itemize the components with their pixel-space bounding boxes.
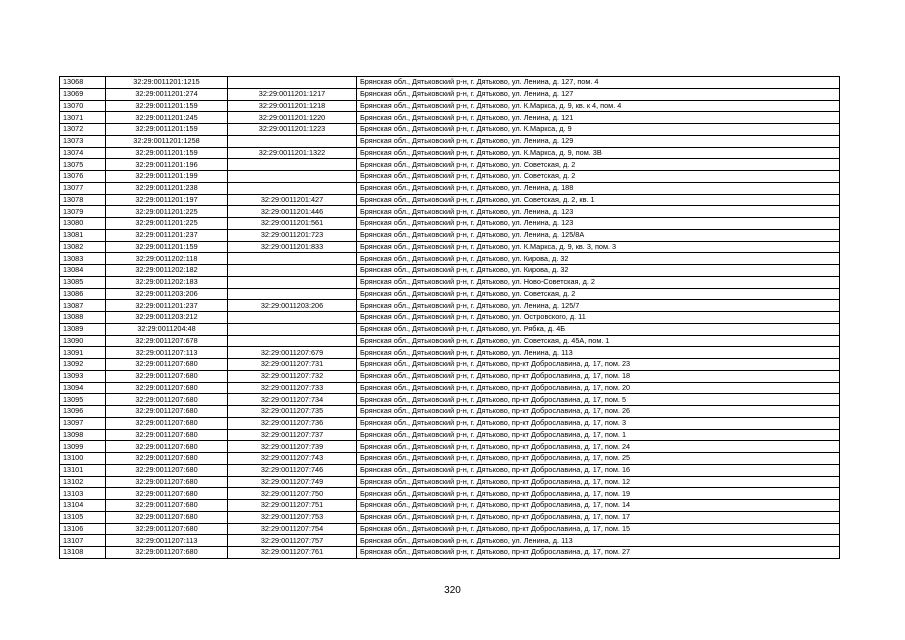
table-row (60, 253, 840, 265)
related-cadastral-number-cell (228, 182, 357, 194)
row-number-cell: 13084 (60, 265, 106, 277)
related-cadastral-number-cell: 32:29:0011201:1218 (228, 100, 357, 112)
cadastral-number-cell: 32:29:0011201:159 (106, 147, 228, 159)
related-cadastral-number-cell: 32:29:0011201:1322 (228, 147, 357, 159)
cadastral-number-cell: 32:29:0011207:113 (106, 535, 228, 547)
table-row (60, 335, 840, 347)
row-number-cell: 13092 (60, 359, 106, 371)
related-cadastral-number-cell: 32:29:0011201:1223 (228, 124, 357, 136)
related-cadastral-number-cell: 32:29:0011207:743 (228, 453, 357, 465)
address-cell: Брянская обл., Дятьковский р-н, г. Дятьково, ул. Советская, д. 2 (357, 288, 840, 300)
row-number-cell: 13102 (60, 476, 106, 488)
cadastral-number-cell: 32:29:0011201:196 (106, 159, 228, 171)
address-cell: Брянская обл., Дятьковский р-н, г. Дятьково, ул. Ленина, д. 113 (357, 535, 840, 547)
address-cell: Брянская обл., Дятьковский р-н, г. Дятьково, пр-кт Доброславина, д. 17, пом. 15 (357, 523, 840, 535)
related-cadastral-number-cell (228, 335, 357, 347)
row-number-cell: 13077 (60, 182, 106, 194)
address-cell: Брянская обл., Дятьковский р-н, г. Дятьково, ул. Советская, д. 2, кв. 1 (357, 194, 840, 206)
cadastral-number-cell: 32:29:0011201:237 (106, 229, 228, 241)
table-row (60, 124, 840, 136)
cadastral-number-cell: 32:29:0011207:680 (106, 488, 228, 500)
row-number-cell: 13083 (60, 253, 106, 265)
related-cadastral-number-cell (228, 253, 357, 265)
related-cadastral-number-cell: 32:29:0011207:734 (228, 394, 357, 406)
row-number-cell: 13072 (60, 124, 106, 136)
address-cell: Брянская обл., Дятьковский р-н, г. Дятьково, пр-кт Доброславина, д. 17, пом. 25 (357, 453, 840, 465)
row-number-cell: 13106 (60, 523, 106, 535)
table-row (60, 194, 840, 206)
related-cadastral-number-cell: 32:29:0011207:754 (228, 523, 357, 535)
cadastral-number-cell: 32:29:0011201:238 (106, 182, 228, 194)
address-cell: Брянская обл., Дятьковский р-н, г. Дятьково, пр-кт Доброславина, д. 17, пом. 20 (357, 382, 840, 394)
row-number-cell: 13094 (60, 382, 106, 394)
cadastral-number-cell: 32:29:0011207:113 (106, 347, 228, 359)
address-cell: Брянская обл., Дятьковский р-н, г. Дятьково, пр-кт Доброславина, д. 17, пом. 18 (357, 370, 840, 382)
table-row (60, 476, 840, 488)
related-cadastral-number-cell: 32:29:0011207:746 (228, 464, 357, 476)
row-number-cell: 13107 (60, 535, 106, 547)
related-cadastral-number-cell (228, 288, 357, 300)
cadastral-number-cell: 32:29:0011207:680 (106, 464, 228, 476)
cadastral-number-cell: 32:29:0011201:245 (106, 112, 228, 124)
table-row (60, 100, 840, 112)
address-cell: Брянская обл., Дятьковский р-н, г. Дятьково, ул. Ленина, д. 127 (357, 88, 840, 100)
row-number-cell: 13081 (60, 229, 106, 241)
address-cell: Брянская обл., Дятьковский р-н, г. Дятьково, ул. Ленина, д. 123 (357, 218, 840, 230)
row-number-cell: 13070 (60, 100, 106, 112)
registry-table (59, 76, 840, 559)
cadastral-number-cell: 32:29:0011203:206 (106, 288, 228, 300)
cadastral-number-cell: 32:29:0011202:118 (106, 253, 228, 265)
address-cell: Брянская обл., Дятьковский р-н, г. Дятьково, ул. К.Маркса, д. 9 (357, 124, 840, 136)
related-cadastral-number-cell: 32:29:0011207:735 (228, 406, 357, 418)
related-cadastral-number-cell: 32:29:0011207:733 (228, 382, 357, 394)
address-cell: Брянская обл., Дятьковский р-н, г. Дятьково, пр-кт Доброславина, д. 17, пом. 14 (357, 500, 840, 512)
cadastral-number-cell: 32:29:0011207:680 (106, 406, 228, 418)
address-cell: Брянская обл., Дятьковский р-н, г. Дятьково, ул. Советская, д. 2 (357, 171, 840, 183)
related-cadastral-number-cell (228, 312, 357, 324)
related-cadastral-number-cell: 32:29:0011201:561 (228, 218, 357, 230)
cadastral-number-cell: 32:29:0011207:680 (106, 441, 228, 453)
cadastral-number-cell: 32:29:0011202:183 (106, 276, 228, 288)
table-row (60, 77, 840, 89)
table-row (60, 429, 840, 441)
cadastral-number-cell: 32:29:0011201:237 (106, 300, 228, 312)
row-number-cell: 13097 (60, 417, 106, 429)
cadastral-number-cell: 32:29:0011207:680 (106, 394, 228, 406)
related-cadastral-number-cell: 32:29:0011201:1217 (228, 88, 357, 100)
table-row (60, 441, 840, 453)
row-number-cell: 13068 (60, 77, 106, 89)
table-row (60, 159, 840, 171)
address-cell: Брянская обл., Дятьковский р-н, г. Дятьково, пр-кт Доброславина, д. 17, пом. 26 (357, 406, 840, 418)
row-number-cell: 13095 (60, 394, 106, 406)
table-row (60, 500, 840, 512)
related-cadastral-number-cell: 32:29:0011207:679 (228, 347, 357, 359)
address-cell: Брянская обл., Дятьковский р-н, г. Дятьково, ул. Ленина, д. 123 (357, 206, 840, 218)
row-number-cell: 13096 (60, 406, 106, 418)
related-cadastral-number-cell (228, 77, 357, 89)
address-cell: Брянская обл., Дятьковский р-н, г. Дятьково, ул. Ленина, д. 125/7 (357, 300, 840, 312)
cadastral-number-cell: 32:29:0011202:182 (106, 265, 228, 277)
row-number-cell: 13079 (60, 206, 106, 218)
cadastral-number-cell: 32:29:0011201:225 (106, 218, 228, 230)
table-row (60, 312, 840, 324)
table-row (60, 511, 840, 523)
cadastral-number-cell: 32:29:0011207:680 (106, 547, 228, 559)
address-cell: Брянская обл., Дятьковский р-н, г. Дятьково, пр-кт Доброславина, д. 17, пом. 24 (357, 441, 840, 453)
related-cadastral-number-cell (228, 323, 357, 335)
table-row (60, 464, 840, 476)
row-number-cell: 13099 (60, 441, 106, 453)
cadastral-number-cell: 32:29:0011201:274 (106, 88, 228, 100)
cadastral-number-cell: 32:29:0011201:159 (106, 124, 228, 136)
related-cadastral-number-cell: 32:29:0011207:751 (228, 500, 357, 512)
cadastral-number-cell: 32:29:0011201:199 (106, 171, 228, 183)
related-cadastral-number-cell: 32:29:0011201:833 (228, 241, 357, 253)
table-row (60, 135, 840, 147)
table-row (60, 523, 840, 535)
cadastral-number-cell: 32:29:0011207:680 (106, 429, 228, 441)
cadastral-number-cell: 32:29:0011207:680 (106, 382, 228, 394)
table-row (60, 88, 840, 100)
address-cell: Брянская обл., Дятьковский р-н, г. Дятьково, ул. К.Маркса, д. 9, кв. 3, пом. 3 (357, 241, 840, 253)
table-row (60, 488, 840, 500)
row-number-cell: 13103 (60, 488, 106, 500)
row-number-cell: 13075 (60, 159, 106, 171)
table-row (60, 288, 840, 300)
address-cell: Брянская обл., Дятьковский р-н, г. Дятьково, пр-кт Доброславина, д. 17, пом. 23 (357, 359, 840, 371)
related-cadastral-number-cell: 32:29:0011207:736 (228, 417, 357, 429)
cadastral-number-cell: 32:29:0011201:197 (106, 194, 228, 206)
cadastral-number-cell: 32:29:0011207:680 (106, 476, 228, 488)
cadastral-number-cell: 32:29:0011207:678 (106, 335, 228, 347)
related-cadastral-number-cell: 32:29:0011201:446 (228, 206, 357, 218)
table-row (60, 453, 840, 465)
registry-table-body (60, 77, 840, 559)
table-row (60, 276, 840, 288)
row-number-cell: 13085 (60, 276, 106, 288)
cadastral-number-cell: 32:29:0011207:680 (106, 500, 228, 512)
row-number-cell: 13104 (60, 500, 106, 512)
related-cadastral-number-cell: 32:29:0011207:749 (228, 476, 357, 488)
row-number-cell: 13101 (60, 464, 106, 476)
cadastral-number-cell: 32:29:0011207:680 (106, 511, 228, 523)
related-cadastral-number-cell (228, 265, 357, 277)
address-cell: Брянская обл., Дятьковский р-н, г. Дятьково, ул. Кирова, д. 32 (357, 253, 840, 265)
cadastral-number-cell: 32:29:0011207:680 (106, 359, 228, 371)
address-cell: Брянская обл., Дятьковский р-н, г. Дятьково, ул. Ленина, д. 127, пом. 4 (357, 77, 840, 89)
related-cadastral-number-cell (228, 159, 357, 171)
row-number-cell: 13088 (60, 312, 106, 324)
table-row (60, 229, 840, 241)
related-cadastral-number-cell: 32:29:0011207:739 (228, 441, 357, 453)
address-cell: Брянская обл., Дятьковский р-н, г. Дятьково, ул. Ленина, д. 125/8А (357, 229, 840, 241)
row-number-cell: 13073 (60, 135, 106, 147)
row-number-cell: 13074 (60, 147, 106, 159)
table-row (60, 171, 840, 183)
row-number-cell: 13105 (60, 511, 106, 523)
table-row (60, 370, 840, 382)
table-row (60, 323, 840, 335)
cadastral-number-cell: 32:29:0011207:680 (106, 370, 228, 382)
row-number-cell: 13108 (60, 547, 106, 559)
related-cadastral-number-cell: 32:29:0011201:427 (228, 194, 357, 206)
address-cell: Брянская обл., Дятьковский р-н, г. Дятьково, ул. Ленина, д. 188 (357, 182, 840, 194)
address-cell: Брянская обл., Дятьковский р-н, г. Дятьково, ул. К.Маркса, д. 9, пом. 3В (357, 147, 840, 159)
related-cadastral-number-cell: 32:29:0011207:750 (228, 488, 357, 500)
related-cadastral-number-cell: 32:29:0011207:761 (228, 547, 357, 559)
address-cell: Брянская обл., Дятьковский р-н, г. Дятьково, пр-кт Доброславина, д. 17, пом. 17 (357, 511, 840, 523)
address-cell: Брянская обл., Дятьковский р-н, г. Дятьково, пр-кт Доброславина, д. 17, пом. 16 (357, 464, 840, 476)
address-cell: Брянская обл., Дятьковский р-н, г. Дятьково, ул. Ленина, д. 129 (357, 135, 840, 147)
address-cell: Брянская обл., Дятьковский р-н, г. Дятьково, пр-кт Доброславина, д. 17, пом. 1 (357, 429, 840, 441)
related-cadastral-number-cell: 32:29:0011207:732 (228, 370, 357, 382)
table-row (60, 112, 840, 124)
address-cell: Брянская обл., Дятьковский р-н, г. Дятьково, ул. Ленина, д. 113 (357, 347, 840, 359)
related-cadastral-number-cell: 32:29:0011207:753 (228, 511, 357, 523)
table-row (60, 206, 840, 218)
related-cadastral-number-cell (228, 171, 357, 183)
table-row (60, 406, 840, 418)
table-row (60, 241, 840, 253)
related-cadastral-number-cell (228, 135, 357, 147)
row-number-cell: 13091 (60, 347, 106, 359)
address-cell: Брянская обл., Дятьковский р-н, г. Дятьково, ул. Советская, д. 45А, пом. 1 (357, 335, 840, 347)
address-cell: Брянская обл., Дятьковский р-н, г. Дятьково, ул. Советская, д. 2 (357, 159, 840, 171)
cadastral-number-cell: 32:29:0011201:225 (106, 206, 228, 218)
row-number-cell: 13086 (60, 288, 106, 300)
row-number-cell: 13090 (60, 335, 106, 347)
page-number: 320 (444, 585, 461, 596)
cadastral-number-cell: 32:29:0011204:48 (106, 323, 228, 335)
related-cadastral-number-cell: 32:29:0011207:737 (228, 429, 357, 441)
table-row (60, 547, 840, 559)
row-number-cell: 13076 (60, 171, 106, 183)
table-row (60, 265, 840, 277)
cadastral-number-cell: 32:29:0011201:1215 (106, 77, 228, 89)
row-number-cell: 13093 (60, 370, 106, 382)
table-row (60, 359, 840, 371)
table-row (60, 218, 840, 230)
address-cell: Брянская обл., Дятьковский р-н, г. Дятьково, пр-кт Доброславина, д. 17, пом. 3 (357, 417, 840, 429)
related-cadastral-number-cell: 32:29:0011207:731 (228, 359, 357, 371)
row-number-cell: 13082 (60, 241, 106, 253)
row-number-cell: 13087 (60, 300, 106, 312)
address-cell: Брянская обл., Дятьковский р-н, г. Дятьково, ул. К.Маркса, д. 9, кв. к 4, пом. 4 (357, 100, 840, 112)
row-number-cell: 13071 (60, 112, 106, 124)
related-cadastral-number-cell: 32:29:0011201:1220 (228, 112, 357, 124)
table-row (60, 347, 840, 359)
address-cell: Брянская обл., Дятьковский р-н, г. Дятьково, ул. Ново-Советская, д. 2 (357, 276, 840, 288)
address-cell: Брянская обл., Дятьковский р-н, г. Дятьково, пр-кт Доброславина, д. 17, пом. 5 (357, 394, 840, 406)
address-cell: Брянская обл., Дятьковский р-н, г. Дятьково, ул. Ленина, д. 121 (357, 112, 840, 124)
cadastral-number-cell: 32:29:0011207:680 (106, 417, 228, 429)
address-cell: Брянская обл., Дятьковский р-н, г. Дятьково, ул. Кирова, д. 32 (357, 265, 840, 277)
row-number-cell: 13098 (60, 429, 106, 441)
address-cell: Брянская обл., Дятьковский р-н, г. Дятьково, ул. Рябка, д. 4Б (357, 323, 840, 335)
address-cell: Брянская обл., Дятьковский р-н, г. Дятьково, пр-кт Доброславина, д. 17, пом. 19 (357, 488, 840, 500)
cadastral-number-cell: 32:29:0011207:680 (106, 453, 228, 465)
related-cadastral-number-cell: 32:29:0011207:757 (228, 535, 357, 547)
row-number-cell: 13069 (60, 88, 106, 100)
related-cadastral-number-cell: 32:29:0011203:206 (228, 300, 357, 312)
table-row (60, 300, 840, 312)
table-row (60, 535, 840, 547)
cadastral-number-cell: 32:29:0011203:212 (106, 312, 228, 324)
address-cell: Брянская обл., Дятьковский р-н, г. Дятьково, пр-кт Доброславина, д. 17, пом. 12 (357, 476, 840, 488)
row-number-cell: 13100 (60, 453, 106, 465)
row-number-cell: 13078 (60, 194, 106, 206)
cadastral-number-cell: 32:29:0011201:159 (106, 100, 228, 112)
related-cadastral-number-cell (228, 276, 357, 288)
cadastral-number-cell: 32:29:0011207:680 (106, 523, 228, 535)
address-cell: Брянская обл., Дятьковский р-н, г. Дятьково, ул. Островского, д. 11 (357, 312, 840, 324)
address-cell: Брянская обл., Дятьковский р-н, г. Дятьково, пр-кт Доброславина, д. 17, пом. 27 (357, 547, 840, 559)
cadastral-number-cell: 32:29:0011201:1258 (106, 135, 228, 147)
table-row (60, 417, 840, 429)
row-number-cell: 13080 (60, 218, 106, 230)
table-row (60, 394, 840, 406)
cadastral-number-cell: 32:29:0011201:159 (106, 241, 228, 253)
table-row (60, 182, 840, 194)
table-row (60, 147, 840, 159)
related-cadastral-number-cell: 32:29:0011201:723 (228, 229, 357, 241)
table-row (60, 382, 840, 394)
row-number-cell: 13089 (60, 323, 106, 335)
